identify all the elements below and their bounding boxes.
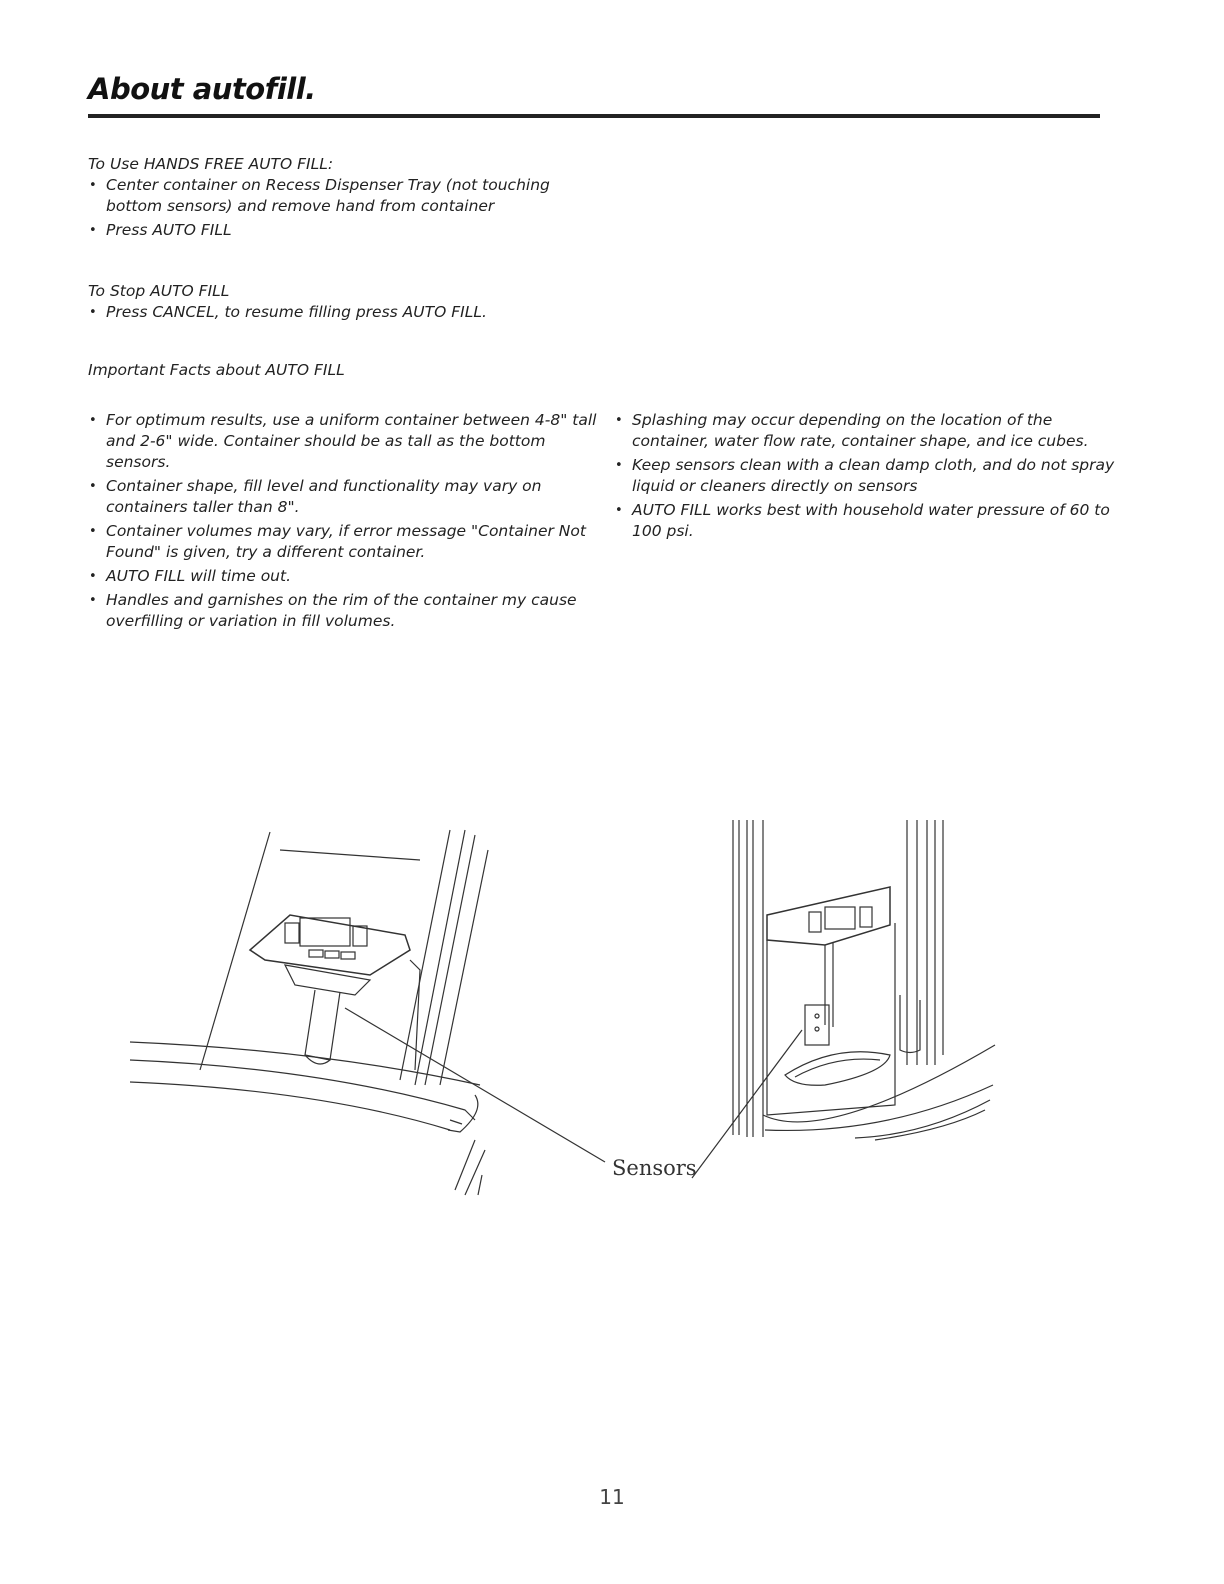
page-title: About autofill. [88, 72, 316, 106]
stop-heading: To Stop AUTO FILL [88, 282, 230, 300]
use-list [88, 175, 608, 241]
stop-list [88, 302, 608, 323]
use-section [88, 154, 608, 244]
facts-section [88, 360, 608, 381]
list-item: • Center container on Recess Dispenser Tray (not touching bottom sensors) and remove hand from container [88, 175, 608, 217]
facts-left-list [88, 410, 600, 632]
facts-left-column [88, 410, 600, 635]
list-item: • Press AUTO FILL [88, 220, 608, 241]
list-item: • Container volumes may vary, if error message "Container Not Found" is given, try a different container. [88, 521, 600, 563]
list-item: • Press CANCEL, to resume filling press AUTO FILL. [88, 302, 608, 323]
list-item: • AUTO FILL will time out. [88, 566, 600, 587]
list-item: • Container shape, fill level and functionality may vary on containers taller than 8". [88, 476, 600, 518]
facts-heading: Important Facts about AUTO FILL [88, 361, 345, 379]
title-rule [88, 114, 1100, 118]
sensor-leader-lines [340, 1000, 820, 1190]
facts-right-column [614, 410, 1124, 545]
sensors-label: Sensors [612, 1156, 697, 1180]
list-item: • Splashing may occur depending on the location of the container, water flow rate, container shape, and ice cubes. [614, 410, 1124, 452]
list-item: • AUTO FILL works best with household water pressure of 60 to 100 psi. [614, 500, 1124, 542]
list-item: • Keep sensors clean with a clean damp cloth, and do not spray liquid or cleaners directly on sensors [614, 455, 1124, 497]
page-number: 11 [599, 1485, 625, 1509]
list-item: • For optimum results, use a uniform container between 4-8" tall and 2-6" wide. Container should be as tall as the bottom sensors. [88, 410, 600, 473]
use-heading: To Use HANDS FREE AUTO FILL: [88, 155, 334, 173]
stop-section [88, 281, 608, 326]
list-item: • Handles and garnishes on the rim of the container my cause overfilling or variation in fill volumes. [88, 590, 600, 632]
facts-right-list [614, 410, 1124, 542]
